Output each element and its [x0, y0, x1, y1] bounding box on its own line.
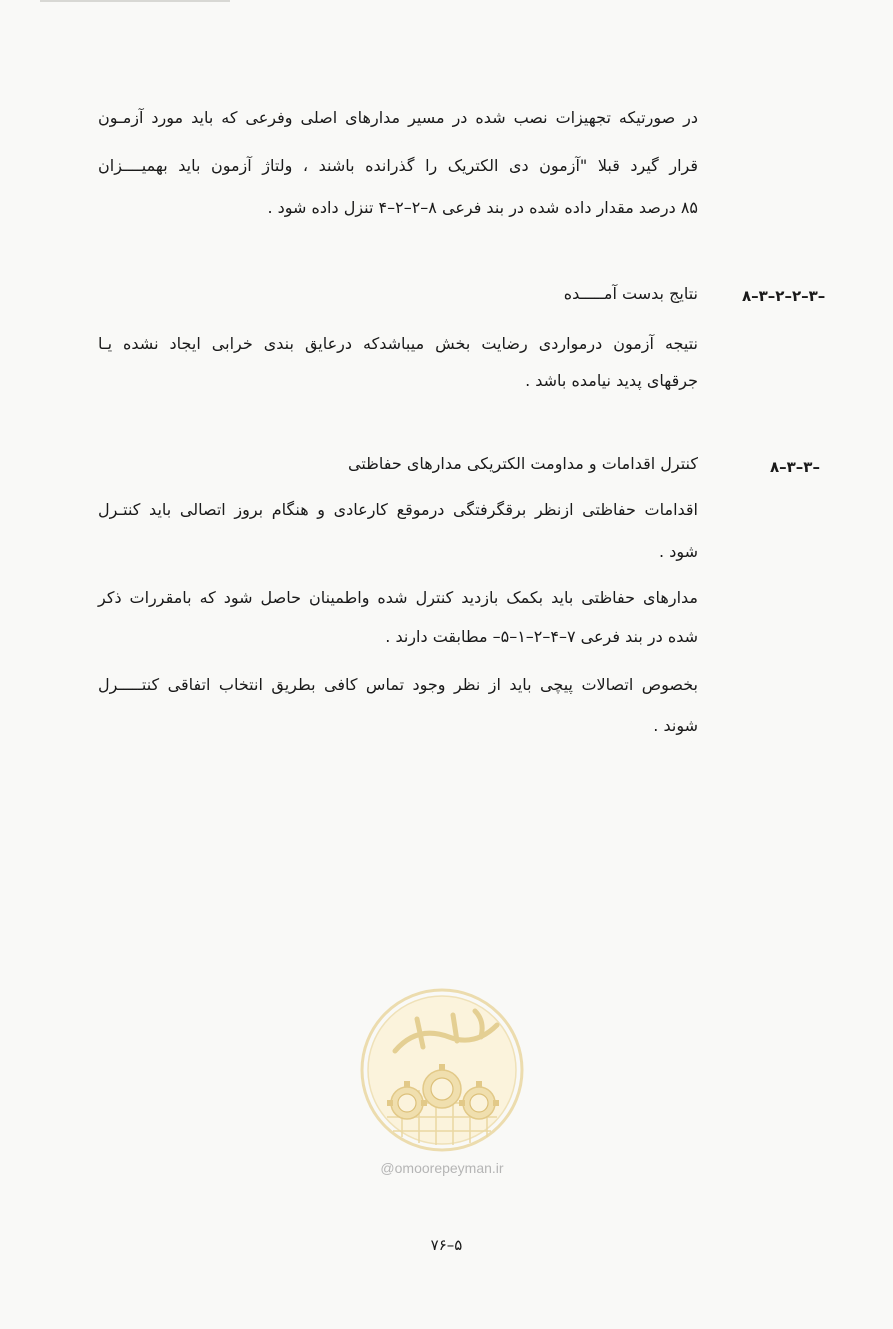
section2-line-4: شده در بند فرعی ۷–۴–۲–۱–۵– مطابقت دارند .: [385, 627, 698, 646]
top-edge-rule: [40, 0, 230, 2]
paragraph1-line-3: ۸۵ درصد مقدار داده شده در بند فرعی ۸–۲–۲–۴ تنزل داده شود .: [267, 198, 698, 217]
watermark-seal-logo: [357, 985, 527, 1155]
section1-number: ۸–۳–۲–۲–۳–: [742, 287, 826, 305]
watermark-caption: @omoorepeyman.ir: [380, 1160, 504, 1176]
section1-line-1: نتیجه آزمون درمواردی رضایت بخش میباشدکه درعایق بندی خرابی ایجاد نشده یـا: [98, 334, 698, 353]
section1-title: نتایج بدست آمـــــده: [563, 284, 698, 303]
section2-number: ۸–۳–۳–: [770, 458, 820, 476]
paragraph1-line-2: قرار گیرد قبلا "آزمون دی الکتریک را گذرانده باشند ، ولتاژ آزمون باید بهمیــــزان: [98, 156, 698, 175]
section2-line-6: شوند .: [653, 716, 698, 735]
section2-line-1: اقدامات حفاظتی ازنظر برقگرفتگی درموقع کارعادی و هنگام بروز اتصالی باید کنتـرل: [98, 500, 698, 519]
section1-line-2: جرقهای پدید نیامده باشد .: [525, 371, 698, 390]
section2-line-3: مدارهای حفاظتی باید بکمک بازدید کنترل شده واطمینان حاصل شود که بامقررات ذکر: [98, 588, 698, 607]
section2-line-2: شود .: [659, 542, 698, 561]
paragraph1-line-1: در صورتیکه تجهیزات نصب شده در مسیر مدارهای اصلی وفرعی که باید مورد آزمـون: [98, 108, 698, 127]
section2-line-5: بخصوص اتصالات پیچی باید از نظر وجود تماس کافی بطریق انتخاب اتفاقی کنتـــــرل: [98, 675, 698, 694]
section2-title: کنترل اقدامات و مداومت الکتریکی مدارهای حفاظتی: [347, 454, 698, 473]
page-number: ۷۶–۵: [430, 1236, 463, 1254]
